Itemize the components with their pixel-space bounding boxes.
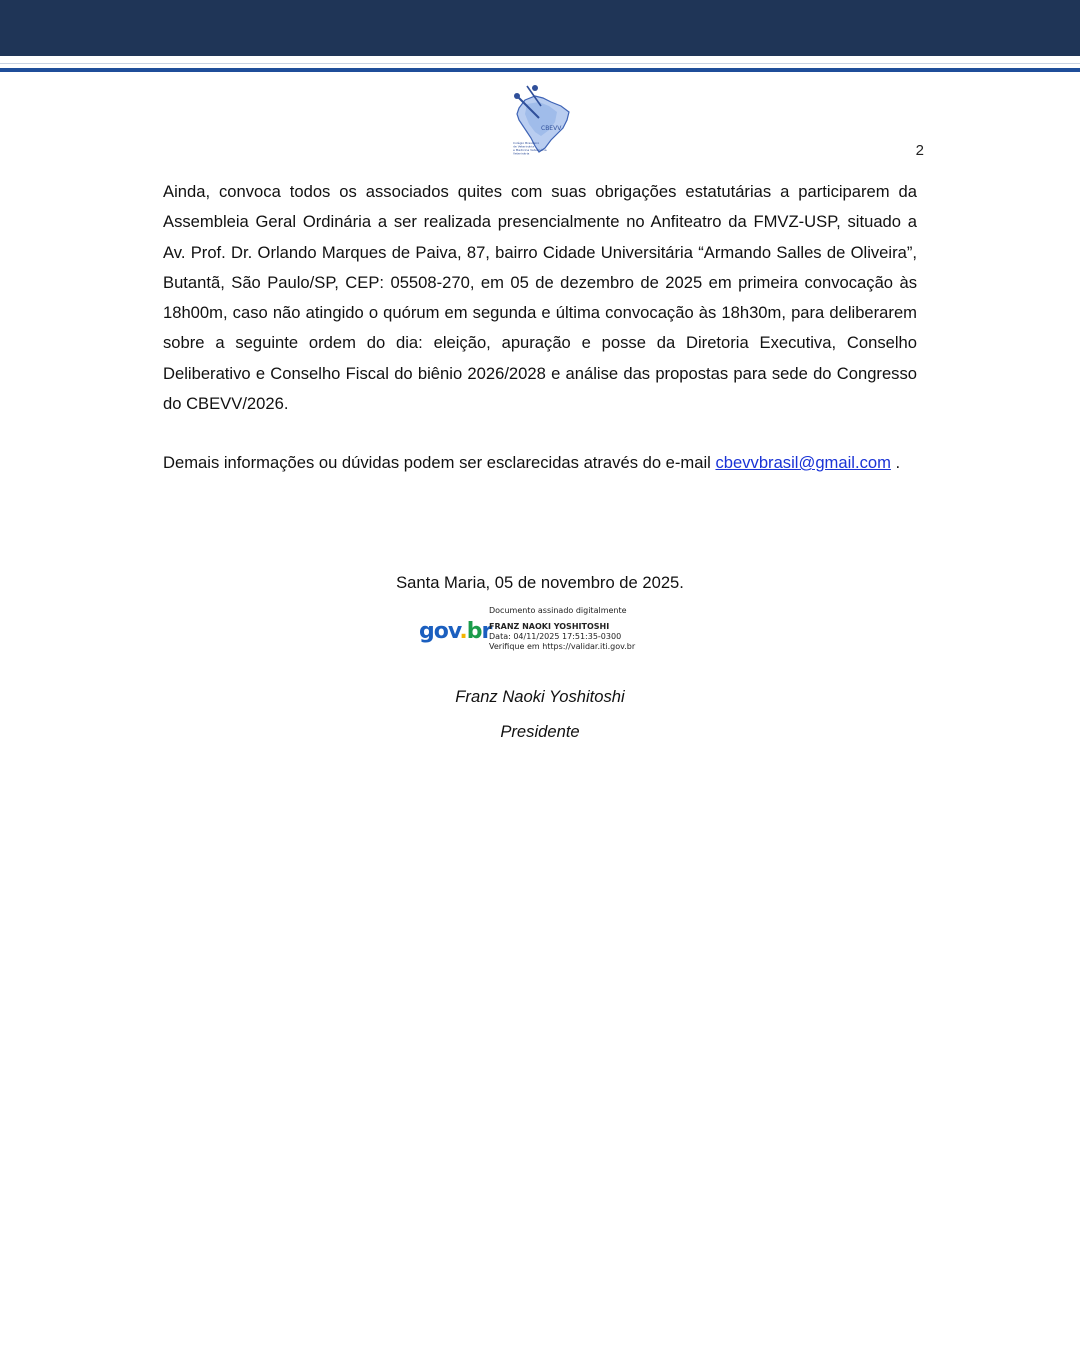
logo-caption-3: e Medicina Veterinária [513, 148, 547, 152]
digital-signature-stamp [417, 606, 647, 658]
signer-name: Franz Naoki Yoshitoshi [455, 687, 625, 706]
signer-role: Presidente [500, 722, 580, 741]
logo-text: CBEVV [541, 125, 562, 132]
logo-caption-4: Veterinária [513, 151, 530, 156]
header-rule [0, 68, 1080, 72]
header-rule-thin [0, 63, 1080, 64]
signature-date: Data: 04/11/2025 17:51:35-0300 [489, 632, 622, 641]
govbr-logo-part-2: . [459, 619, 467, 644]
contact-suffix: . [890, 453, 901, 472]
signature-signer: FRANZ NAOKI YOSHITOSHI [489, 622, 610, 631]
govbr-logo [419, 618, 491, 646]
contact-email-link[interactable]: cbevvbrasil@gmail.com [715, 453, 891, 472]
body-paragraph: Ainda, convoca todos os associados quites com suas obrigações estatutárias a participarem da Assembleia Geral Ordinária a ser realizada presencialmente no Anfiteatro da FMVZ-USP, situado a Av. Prof. Dr. Orlando Marques de Paiva, 87, bairro Cidade Universitária “Armando Salles de Oliveira”, Butantã, São Paulo/SP, CEP: 05508-270, em 05 de dezembro de 2025 em primeira convocação às 18h00m, caso não atingido o quórum em segunda e última convocação às 18h30m, para deliberarem sobre a seguinte ordem do dia: eleição, apuração e posse da Diretoria Executiva, Conselho Deliberativo e Conselho Fiscal do biênio 2026/2028 e análise das propostas para sede do Congresso do CBEVV/2026. [163, 182, 917, 414]
signature-title: Documento assinado digitalmente [489, 606, 627, 615]
govbr-logo-part-4: r [481, 619, 492, 644]
contact-prefix: Demais informações ou dúvidas podem ser esclarecidas através do e-mail [163, 453, 716, 472]
signature-verify: Verifique em https://validar.iti.gov.br [489, 642, 636, 651]
logo-caption-2: de Veterinária [513, 144, 535, 149]
place-date: Santa Maria, 05 de novembro de 2025. [396, 573, 684, 592]
contact-line [163, 448, 923, 478]
govbr-logo-part-1: gov [419, 619, 460, 644]
header-bar [0, 0, 1080, 56]
page-number: 2 [915, 142, 924, 159]
govbr-logo-part-3: b [466, 619, 482, 644]
cbevv-logo [505, 82, 575, 158]
cbevv-logo-icon [505, 82, 575, 158]
logo-caption-1: Colégio Brasileiro [513, 141, 540, 145]
signature-details [489, 606, 635, 652]
